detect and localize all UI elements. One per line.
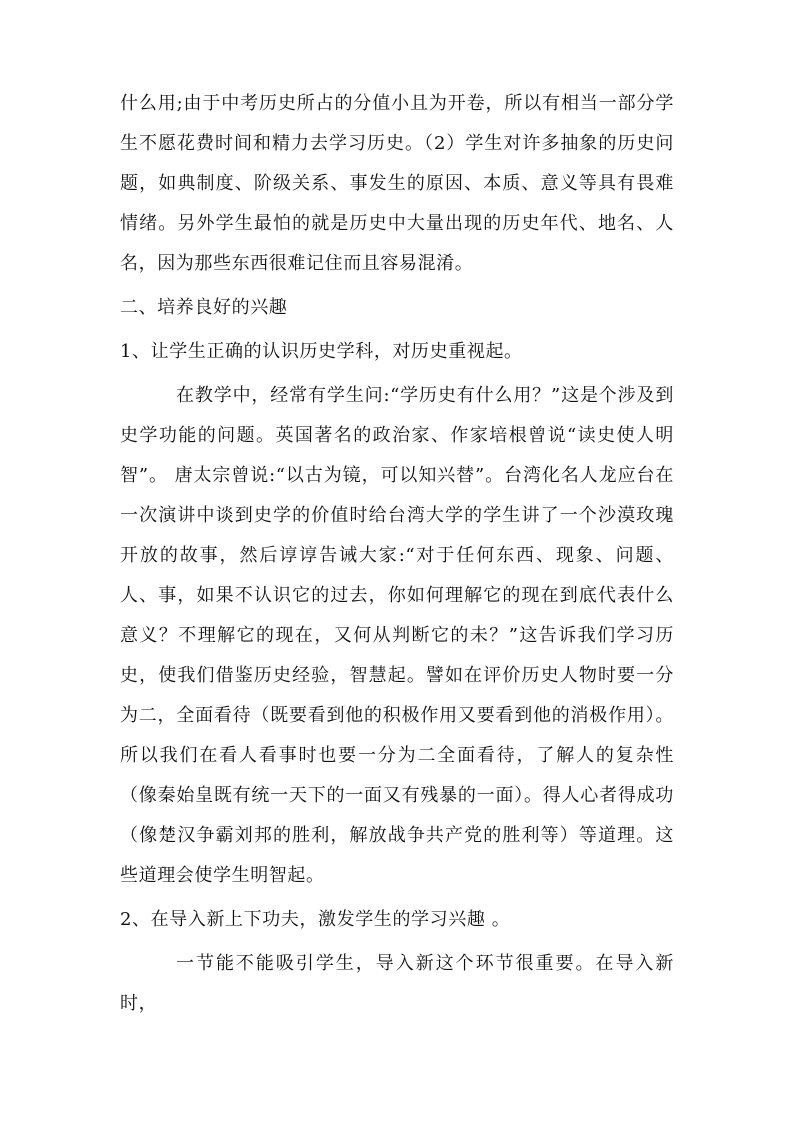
subheading-lesson-introduction: 2、在导入新上下功夫，激发学生的学习兴趣 。: [120, 909, 511, 930]
section-heading-interest: 二、培养良好的兴趣: [120, 297, 288, 318]
paragraph-lesson-introduction: 一节能不能吸引学生，导入新这个环节很重要。在导入新时，: [120, 953, 674, 1014]
paragraph-learning-difficulties: 什么用;由于中考历史所占的分值小且为开卷，所以有相当一部分学生不愿花费时间和精力去学习历史。（2）学生对许多抽象的历史问题，如典制度、阶级关系、事发生的原因、本质、意义等具有畏难情绪。另外学生最怕的就是历史中大量出现的历史年代、地名、人名，因为那些东西很难记住而且容易混淆。: [120, 93, 674, 274]
document-body: [120, 84, 674, 1024]
subheading-understand-history: 1、让学生正确的认识历史学科，对历史重视起。: [120, 341, 523, 362]
paragraph-history-value: 在教学中，经常有学生问:“学历史有什么用？”这是个涉及到史学功能的问题。英国著名的政治家、作家培根曾说“读史使人明智”。 唐太宗曾说:“以古为镜，可以知兴替”。台湾化名人龙应台在一次演讲中谈到史学的价值时给台湾大学的学生讲了一个沙漠玫瑰开放的故事，然后谆谆告诫大家:“对于任何东西、现象、问题、人、事，如果不认识它的过去，你如何理解它的现在到底代表什么意义？不理解它的现在，又何从判断它的未？”这告诉我们学习历史，使我们借鉴历史经验，智慧起。譬如在评价历史人物时要一分为二，全面看待（既要看到他的积极作用又要看到他的消极作用）。所以我们在看人看事时也要一分为二全面看待，了解人的复杂性（像秦始皇既有统一天下的一面又有残暴的一面）。得人心者得成功（像楚汉争霸刘邦的胜利，解放战争共产党的胜利等）等道理。这些道理会使学生明智起。: [120, 385, 674, 886]
